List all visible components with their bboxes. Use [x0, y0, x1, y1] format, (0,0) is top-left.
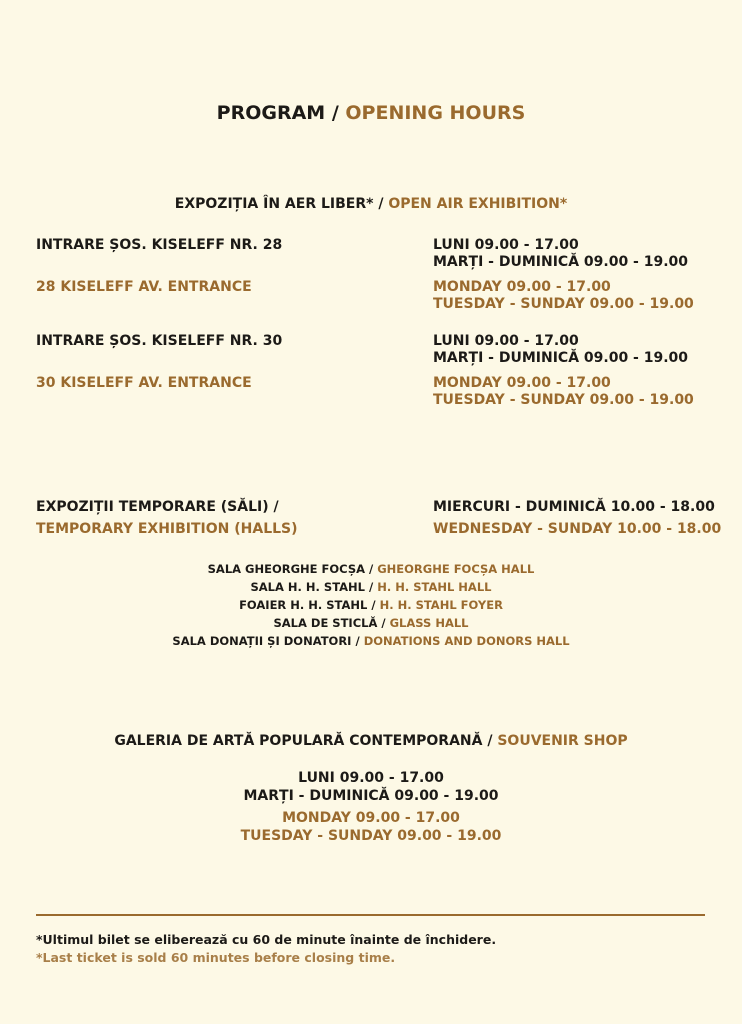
halls-list	[0, 560, 742, 650]
hall-en: H. H. STAHL FOYER	[379, 598, 503, 612]
hall-separator: /	[365, 580, 378, 594]
hall-en: GLASS HALL	[389, 616, 469, 630]
entrance-30-hours-ro	[433, 333, 688, 367]
title-separator: /	[325, 102, 346, 124]
temporary-hours-ro: MIERCURI - DUMINICĂ 10.00 - 18.00	[433, 499, 715, 515]
open-air-heading-en: OPEN AIR EXHIBITION*	[388, 196, 568, 212]
title-ro: PROGRAM	[216, 102, 326, 124]
entrance-28-en: 28 KISELEFF AV. ENTRANCE	[36, 279, 252, 295]
hall-ro: SALA DONAȚII ȘI DONATORI	[172, 634, 352, 648]
list-item	[0, 578, 742, 596]
hours-line: MONDAY 09.00 - 17.00	[282, 810, 460, 826]
footnote-ro: *Ultimul bilet se eliberează cu 60 de minute înainte de închidere.	[36, 932, 497, 947]
open-air-heading-ro: EXPOZIȚIA ÎN AER LIBER*	[174, 196, 374, 212]
hall-en: GHEORGHE FOCȘA HALL	[377, 562, 535, 576]
shop-heading-separator: /	[482, 733, 498, 749]
list-item	[0, 632, 742, 650]
hours-line: LUNI 09.00 - 17.00	[298, 770, 444, 786]
hall-ro: SALA DE STICLĂ	[273, 616, 378, 630]
shop-heading	[0, 733, 742, 749]
hours-line: TUESDAY - SUNDAY 09.00 - 19.00	[240, 828, 502, 844]
title-en: OPENING HOURS	[345, 102, 526, 124]
hall-ro: SALA GHEORGHE FOCȘA	[207, 562, 365, 576]
temporary-heading-ro: EXPOZIȚII TEMPORARE (SĂLI) /	[36, 499, 279, 515]
hall-ro: FOAIER H. H. STAHL	[239, 598, 368, 612]
entrance-30-ro: INTRARE ȘOS. KISELEFF NR. 30	[36, 333, 283, 349]
shop-hours-ro	[0, 769, 742, 805]
list-item	[0, 614, 742, 632]
entrance-30-en: 30 KISELEFF AV. ENTRANCE	[36, 375, 252, 391]
entrance-28-ro: INTRARE ȘOS. KISELEFF NR. 28	[36, 237, 283, 253]
list-item	[0, 596, 742, 614]
hall-en: H. H. STAHL HALL	[377, 580, 492, 594]
open-air-heading	[0, 196, 742, 212]
list-item	[0, 560, 742, 578]
shop-hours-en	[0, 809, 742, 845]
shop-heading-ro: GALERIA DE ARTĂ POPULARĂ CONTEMPORANĂ	[114, 733, 483, 749]
hours-line: LUNI 09.00 - 17.00	[433, 333, 579, 349]
footnote-en: *Last ticket is sold 60 minutes before closing time.	[36, 950, 396, 965]
hours-line: MARȚI - DUMINICĂ 09.00 - 19.00	[433, 254, 689, 270]
hours-line: MONDAY 09.00 - 17.00	[433, 375, 611, 391]
entrance-28-hours-ro	[433, 237, 688, 271]
entrance-30-hours-en	[433, 375, 694, 409]
hours-line: LUNI 09.00 - 17.00	[433, 237, 579, 253]
page-title	[0, 102, 742, 124]
hall-en: DONATIONS AND DONORS HALL	[363, 634, 570, 648]
hours-line: TUESDAY - SUNDAY 09.00 - 19.00	[433, 392, 694, 408]
hall-separator: /	[377, 616, 390, 630]
open-air-heading-separator: /	[373, 196, 389, 212]
temporary-heading-en: TEMPORARY EXHIBITION (HALLS)	[36, 521, 298, 537]
hall-separator: /	[365, 562, 378, 576]
divider	[36, 914, 705, 916]
hall-ro: SALA H. H. STAHL	[250, 580, 365, 594]
temporary-hours-en: WEDNESDAY - SUNDAY 10.00 - 18.00	[433, 521, 722, 537]
hall-separator: /	[367, 598, 380, 612]
hours-line: MONDAY 09.00 - 17.00	[433, 279, 611, 295]
hours-line: MARȚI - DUMINICĂ 09.00 - 19.00	[243, 788, 499, 804]
hours-line: MARȚI - DUMINICĂ 09.00 - 19.00	[433, 350, 689, 366]
entrance-28-hours-en	[433, 279, 694, 313]
hall-separator: /	[351, 634, 364, 648]
hours-line: TUESDAY - SUNDAY 09.00 - 19.00	[433, 296, 694, 312]
shop-heading-en: SOUVENIR SHOP	[497, 733, 628, 749]
